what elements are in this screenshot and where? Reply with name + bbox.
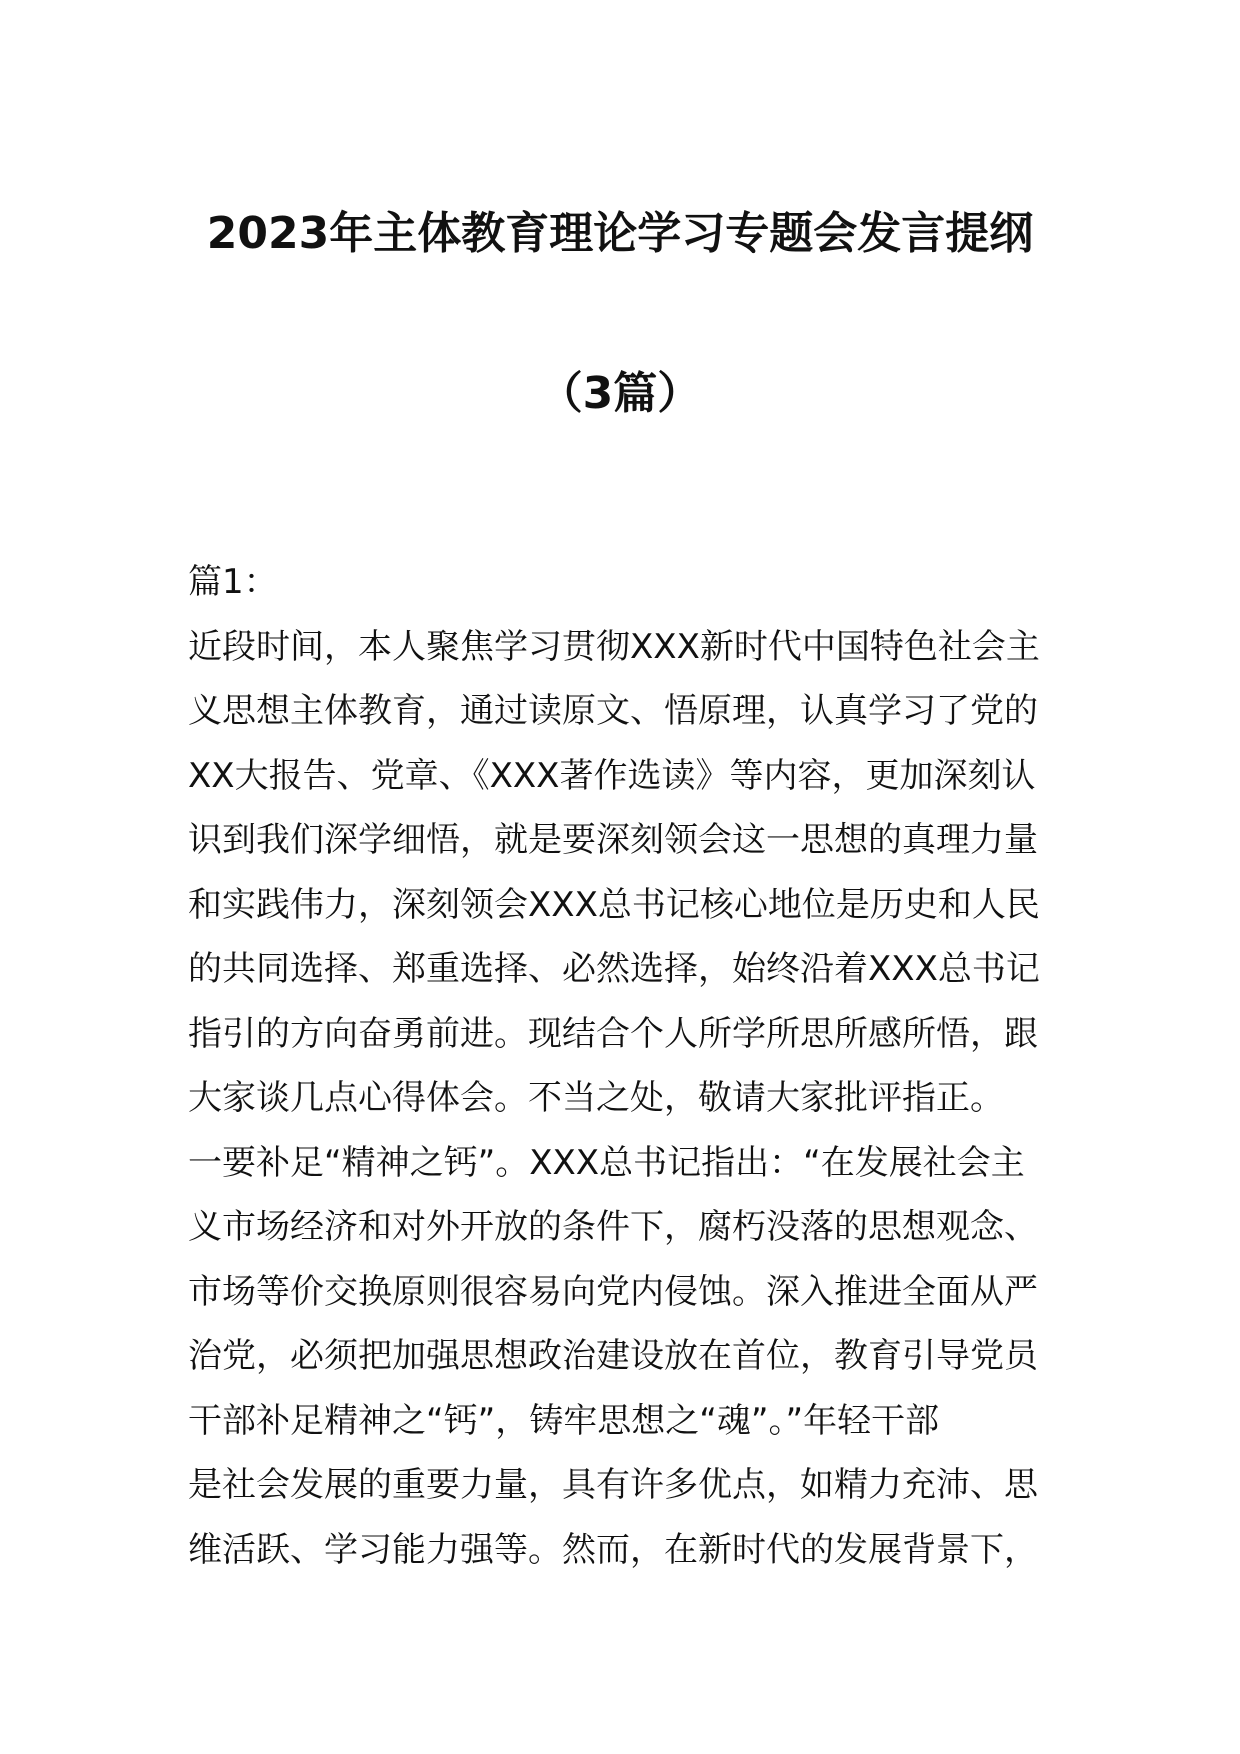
document-body xyxy=(188,550,1058,1582)
body-line: 和实践伟力，深刻领会XXX总书记核心地位是历史和人民 xyxy=(188,884,1040,925)
body-line: 的共同选择、郑重选择、必然选择，始终沿着XXX总书记 xyxy=(188,949,1040,989)
body-line: 大家谈几点心得体会。不当之处，敬请大家批评指正。 xyxy=(188,1078,1004,1118)
body-line: 是社会发展的重要力量，具有许多优点，如精力充沛、思 xyxy=(188,1465,1038,1505)
section-heading: 篇1： xyxy=(188,562,278,602)
body-line: 义思想主体教育，通过读原文、悟原理，认真学习了党的 xyxy=(188,691,1038,731)
body-line: 维活跃、学习能力强等。然而，在新时代的发展背景下， xyxy=(188,1529,1038,1570)
document-title: 2023年主体教育理论学习专题会发言提纲 xyxy=(206,208,1034,259)
body-line: 市场等价交换原则很容易向党内侵蚀。深入推进全面从严 xyxy=(188,1271,1038,1312)
body-line: 义市场经济和对外开放的条件下，腐朽没落的思想观念、 xyxy=(188,1207,1038,1247)
document-subtitle: （3篇） xyxy=(538,368,702,419)
body-line: 识到我们深学细悟，就是要深刻领会这一思想的真理力量 xyxy=(188,820,1038,860)
body-line: XX大报告、党章、《XXX著作选读》等内容，更加深刻认 xyxy=(188,755,1036,796)
body-line: 指引的方向奋勇前进。现结合个人所学所思所感所悟，跟 xyxy=(188,1013,1038,1054)
body-line: 干部补足精神之“钙”，铸牢思想之“魂”。”年轻干部 xyxy=(188,1400,940,1441)
body-line: 一要补足“精神之钙”。XXX总书记指出：“在发展社会主 xyxy=(188,1142,1025,1183)
body-line: 近段时间，本人聚焦学习贯彻XXX新时代中国特色社会主 xyxy=(188,626,1040,667)
body-line: 治党，必须把加强思想政治建设放在首位，教育引导党员 xyxy=(188,1336,1038,1376)
